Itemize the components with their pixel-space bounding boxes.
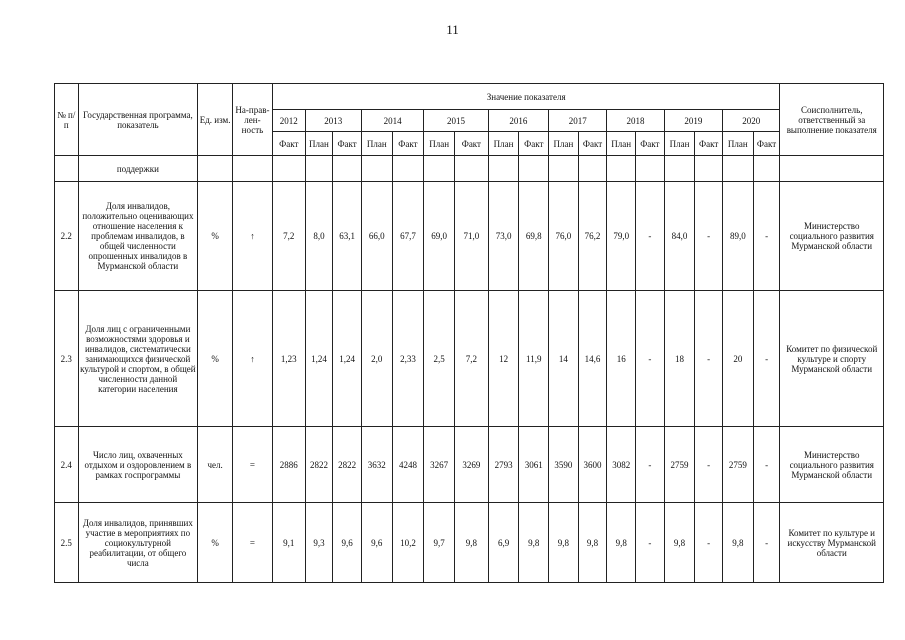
value-cell: -	[636, 182, 665, 291]
value-cell: 3600	[578, 427, 607, 503]
value-cell: 9,8	[607, 503, 636, 583]
value-cell: 2,33	[392, 291, 424, 427]
value-cell: 71,0	[454, 182, 488, 291]
coexecutor: Министерство социального развития Мурманской области	[780, 182, 884, 291]
value-cell: -	[753, 503, 780, 583]
value-cell: 18	[664, 291, 695, 427]
direction-icon	[233, 427, 273, 503]
coexecutor: Комитет по физической культуре и спорту Мурманской области	[780, 291, 884, 427]
value-cell: -	[695, 427, 723, 503]
value-cell: 2759	[664, 427, 695, 503]
value-cell: 9,6	[333, 503, 362, 583]
unit: %	[198, 291, 233, 427]
indicator-name: Доля инвалидов, положительно оценивающих отношение населения к проблемам инвалидов, в общей численности опрошенных инвалидов в Мурманской области	[78, 182, 198, 291]
value-cell: 2822	[333, 427, 362, 503]
year-2020: 2020	[722, 110, 780, 132]
value-cell: -	[753, 291, 780, 427]
value-cell: 9,8	[454, 503, 488, 583]
subheader-plan: План	[722, 132, 753, 156]
value-cell: 3632	[361, 427, 392, 503]
page-number: 11	[446, 22, 459, 37]
value-cell: 7,2	[272, 182, 305, 291]
value-cell: 10,2	[392, 503, 424, 583]
value-cell: -	[753, 182, 780, 291]
value-cell: 9,7	[424, 503, 455, 583]
indicator-table	[54, 83, 884, 583]
value-cell: -	[636, 291, 665, 427]
value-cell: 9,6	[361, 503, 392, 583]
subheader-fact: Факт	[519, 132, 549, 156]
table-row	[55, 503, 884, 583]
value-cell: 1,23	[272, 291, 305, 427]
header-coexecutor: Соисполнитель, ответственный за выполнение показателя	[780, 84, 884, 156]
value-cell: 11,9	[519, 291, 549, 427]
value-cell: 16	[607, 291, 636, 427]
value-cell: 3061	[519, 427, 549, 503]
value-cell: 1,24	[333, 291, 362, 427]
row-number: 2.2	[55, 182, 79, 291]
value-cell: -	[695, 291, 723, 427]
value-cell: 9,8	[664, 503, 695, 583]
value-cell: 9,8	[578, 503, 607, 583]
value-cell: 3082	[607, 427, 636, 503]
value-cell: 2,0	[361, 291, 392, 427]
header-direction: На-прав-лен-ность	[233, 84, 273, 156]
value-cell: 67,7	[392, 182, 424, 291]
continuation-row	[55, 156, 884, 182]
subheader-plan: План	[424, 132, 455, 156]
table-row	[55, 427, 884, 503]
value-cell: 84,0	[664, 182, 695, 291]
value-cell: 63,1	[333, 182, 362, 291]
subheader-plan: План	[488, 132, 519, 156]
year-2013: 2013	[305, 110, 361, 132]
value-cell: 66,0	[361, 182, 392, 291]
direction-icon	[233, 182, 273, 291]
value-cell: 7,2	[454, 291, 488, 427]
value-cell: 76,0	[549, 182, 579, 291]
table-row	[55, 291, 884, 427]
unit: %	[198, 182, 233, 291]
unit: %	[198, 503, 233, 583]
subheader-plan: План	[305, 132, 333, 156]
subheader-plan: План	[361, 132, 392, 156]
header-values: Значение показателя	[272, 84, 780, 110]
value-cell: 3590	[549, 427, 579, 503]
coexecutor: Министерство социального развития Мурманской области	[780, 427, 884, 503]
value-cell: -	[695, 503, 723, 583]
value-cell: -	[636, 503, 665, 583]
subheader-plan: План	[664, 132, 695, 156]
row-number: 2.5	[55, 503, 79, 583]
unit: чел.	[198, 427, 233, 503]
value-cell: 2,5	[424, 291, 455, 427]
value-cell: 76,2	[578, 182, 607, 291]
indicator-name: Число лиц, охваченных отдыхом и оздоровлением в рамках госпрограммы	[78, 427, 198, 503]
value-cell: 73,0	[488, 182, 519, 291]
row-number: 2.4	[55, 427, 79, 503]
year-2016: 2016	[488, 110, 548, 132]
year-2015: 2015	[424, 110, 488, 132]
value-cell: -	[636, 427, 665, 503]
year-2014: 2014	[361, 110, 423, 132]
value-cell: 89,0	[722, 182, 753, 291]
year-2017: 2017	[549, 110, 607, 132]
value-cell: 69,0	[424, 182, 455, 291]
value-cell: 12	[488, 291, 519, 427]
value-cell: 9,1	[272, 503, 305, 583]
subheader-fact: Факт	[636, 132, 665, 156]
value-cell: -	[695, 182, 723, 291]
value-cell: 14	[549, 291, 579, 427]
value-cell: 79,0	[607, 182, 636, 291]
continuation-text: поддержки	[78, 156, 198, 182]
subheader-fact: Факт	[272, 132, 305, 156]
row-number: 2.3	[55, 291, 79, 427]
value-cell: 2886	[272, 427, 305, 503]
value-cell: 69,8	[519, 182, 549, 291]
value-cell: 9,8	[549, 503, 579, 583]
up-arrow-icon: ↑	[250, 353, 255, 364]
value-cell: 2759	[722, 427, 753, 503]
up-arrow-icon: ↑	[250, 231, 255, 241]
value-cell: 20	[722, 291, 753, 427]
header-num: № п/п	[55, 84, 79, 156]
indicator-name: Доля инвалидов, принявших участие в мероприятиях по социокультурной реабилитации, от общего числа	[78, 503, 198, 583]
value-cell: -	[753, 427, 780, 503]
table-row	[55, 182, 884, 291]
subheader-fact: Факт	[578, 132, 607, 156]
value-cell: 9,8	[519, 503, 549, 583]
value-cell: 4248	[392, 427, 424, 503]
value-cell: 8,0	[305, 182, 333, 291]
value-cell: 14,6	[578, 291, 607, 427]
value-cell: 3267	[424, 427, 455, 503]
value-cell: 9,3	[305, 503, 333, 583]
value-cell: 1,24	[305, 291, 333, 427]
year-2019: 2019	[664, 110, 722, 132]
coexecutor: Комитет по культуре и искусству Мурманской области	[780, 503, 884, 583]
header-program: Государственная программа, показатель	[78, 84, 198, 156]
value-cell: 9,8	[722, 503, 753, 583]
equals-icon: =	[249, 537, 255, 548]
subheader-fact: Факт	[695, 132, 723, 156]
header-unit: Ед. изм.	[198, 84, 233, 156]
subheader-plan: План	[549, 132, 579, 156]
subheader-fact: Факт	[392, 132, 424, 156]
subheader-plan: План	[607, 132, 636, 156]
value-cell: 2822	[305, 427, 333, 503]
value-cell: 2793	[488, 427, 519, 503]
indicator-name: Доля лиц с ограниченными возможностями здоровья и инвалидов, систематически занимающихся физической культурой и спортом, в общей численности данной категории населения	[78, 291, 198, 427]
subheader-fact: Факт	[454, 132, 488, 156]
year-2012: 2012	[272, 110, 305, 132]
direction-icon	[233, 291, 273, 427]
year-2018: 2018	[607, 110, 664, 132]
equals-icon: =	[249, 459, 255, 470]
subheader-fact: Факт	[753, 132, 780, 156]
direction-icon	[233, 503, 273, 583]
value-cell: 6,9	[488, 503, 519, 583]
value-cell: 3269	[454, 427, 488, 503]
subheader-fact: Факт	[333, 132, 362, 156]
